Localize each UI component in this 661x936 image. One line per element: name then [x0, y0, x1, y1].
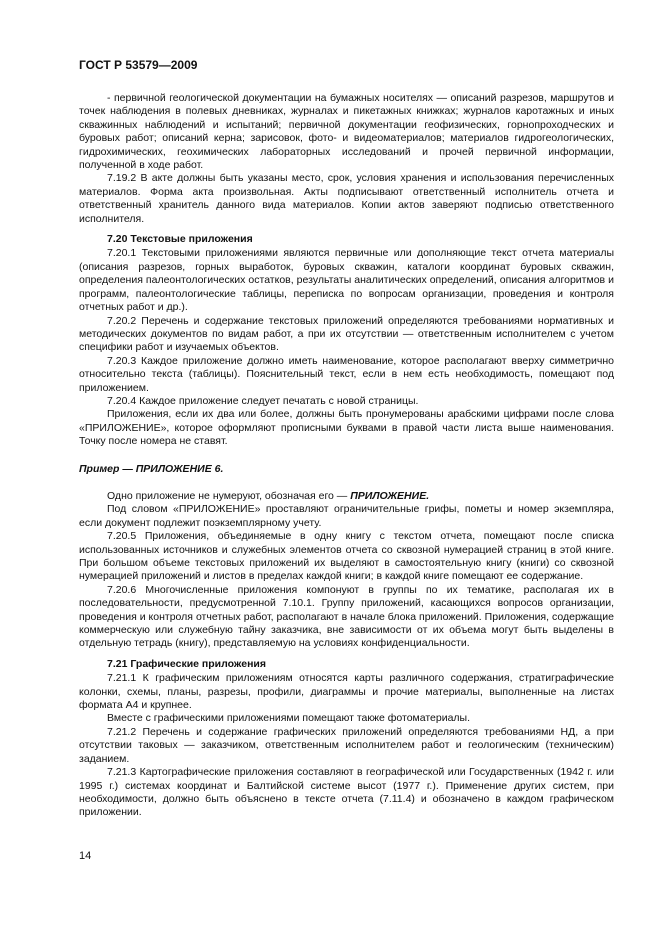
paragraph-7-20-6: 7.20.6 Многочисленные приложения компонуют в группы по их тематике, располагая их в последовательности, предусмотренной 7.10.1. Группу приложений, касающихся вопросов организации, проведения и контроля отчетных работ, располагают в начале блока приложений. Приложения, содержащие коммерческую или служебную тайну заказчика, вне зависимости от их объема могут быть выделены в отдельную тетрадь (книгу), представляемую на условиях конфиденциальности.: [79, 583, 614, 650]
paragraph-7-19-2: 7.19.2 В акте должны быть указаны место, срок, условия хранения и использования перечисленных материалов. Форма акта произвольная. Акты подписывают ответственный исполнитель отчета и ответственный хранитель данного вида материалов. Копии актов заверяют подписью ответственного исполнителя.: [79, 172, 614, 225]
paragraph-7-20-1: 7.20.1 Текстовыми приложениями являются первичные или дополняющие текст отчета материалы (описания разрезов, горных выработок, буровых скважин, каталоги координат буровых скважин, определения палеонтологических остатков, результаты аналитических определений, описания алгоритмов и программ, палеонтологические таблицы, переписка по вопросам организации, проведения и контроля отчетных работ и др.).: [79, 247, 614, 314]
paragraph-7-21-1: 7.21.1 К графическим приложениям относятся карты различного содержания, стратиграфические колонки, схемы, планы, разрезы, профили, диаграммы и прочие материалы, выполненные на листах формата А4 и крупнее.: [79, 672, 614, 712]
paragraph-single-appendix: [79, 490, 614, 503]
paragraph-7-20-2: 7.20.2 Перечень и содержание текстовых приложений определяются требованиями нормативных и методических документов по видам работ, а при их отсутствии — ответственным исполнителем с учетом специфики работ и изучаемых объектов.: [79, 314, 614, 354]
paragraph-7-20-3: 7.20.3 Каждое приложение должно иметь наименование, которое располагают вверху симметрично относительно текста (таблицы). Пояснительный текст, если в нем есть необходимость, помещают под приложением.: [79, 354, 614, 394]
page-number: 14: [79, 850, 92, 862]
paragraph-under-word: Под словом «ПРИЛОЖЕНИЕ» проставляют ограничительные грифы, пометы и номер экземпляра, если документ подлежит поэкземплярному учету.: [79, 503, 614, 529]
paragraph-7-20-5: 7.20.5 Приложения, объединяемые в одну книгу с текстом отчета, помещают после списка использованных источников и служебных элементов отчета со сквозной нумерацией страниц в этой книге. При большом объеме текстовых приложений их выделяют в самостоятельную книгу (книги) со сквозной нумерацией приложений и листов в пределах каждой книги; в каждой книге помещают ее содержание.: [79, 530, 614, 583]
paragraph-photo: Вместе с графическими приложениями помещают также фотоматериалы.: [107, 712, 471, 725]
page-header: ГОСТ Р 53579—2009: [79, 58, 198, 72]
paragraph-7-21-2: 7.21.2 Перечень и содержание графических приложений определяются требованиями НД, а при отсутствии таковых — заказчиком, ответственным исполнителем работ и геологическим (техническим) заданием.: [79, 725, 614, 765]
paragraph-primary-documentation: - первичной геологической документации на бумажных носителях — описаний разрезов, маршрутов и точек наблюдения в полевых дневниках, журналах и пикетажных книжках; журналов каротажных и иных скважинных наблюдений и испытаний; первичной документации геофизических, горнопроходческих и буровых работ; описаний керна; зарисовок, фото- и видеоматериалов; материалов гидрогеологических, гидрохимических, геохимических лабораторных исследований и прочей первичной информации, полученной в ходе работ.: [79, 92, 614, 172]
heading-7-20: 7.20 Текстовые приложения: [107, 233, 253, 246]
paragraph-7-21-3: 7.21.3 Картографические приложения составляют в географической или Государственных (1942 г. или 1995 г.) системах координат и Балтийской системе высот (1977 г.). Применение других систем, при необходимости, должно быть объяснено в тексте отчета (7.11.4) и обозначено в каждом графическом приложении.: [79, 766, 614, 819]
paragraph-numbering: Приложения, если их два или более, должны быть пронумерованы арабскими цифрами после слова «ПРИЛОЖЕНИЕ», которое оформляют прописными буквами в правой части листа выше наименования. Точку после номера не ставят.: [79, 408, 614, 448]
heading-7-21: 7.21 Графические приложения: [107, 657, 266, 670]
paragraph-7-20-4: 7.20.4 Каждое приложение следует печатать с новой страницы.: [107, 394, 419, 407]
document-body: [79, 92, 614, 820]
single-appendix-text: Одно приложение не нумеруют, обозначая его —: [107, 489, 351, 502]
example-appendix: Пример — ПРИЛОЖЕНИЕ 6.: [79, 462, 224, 475]
single-appendix-emphasis: ПРИЛОЖЕНИЕ.: [350, 489, 430, 502]
